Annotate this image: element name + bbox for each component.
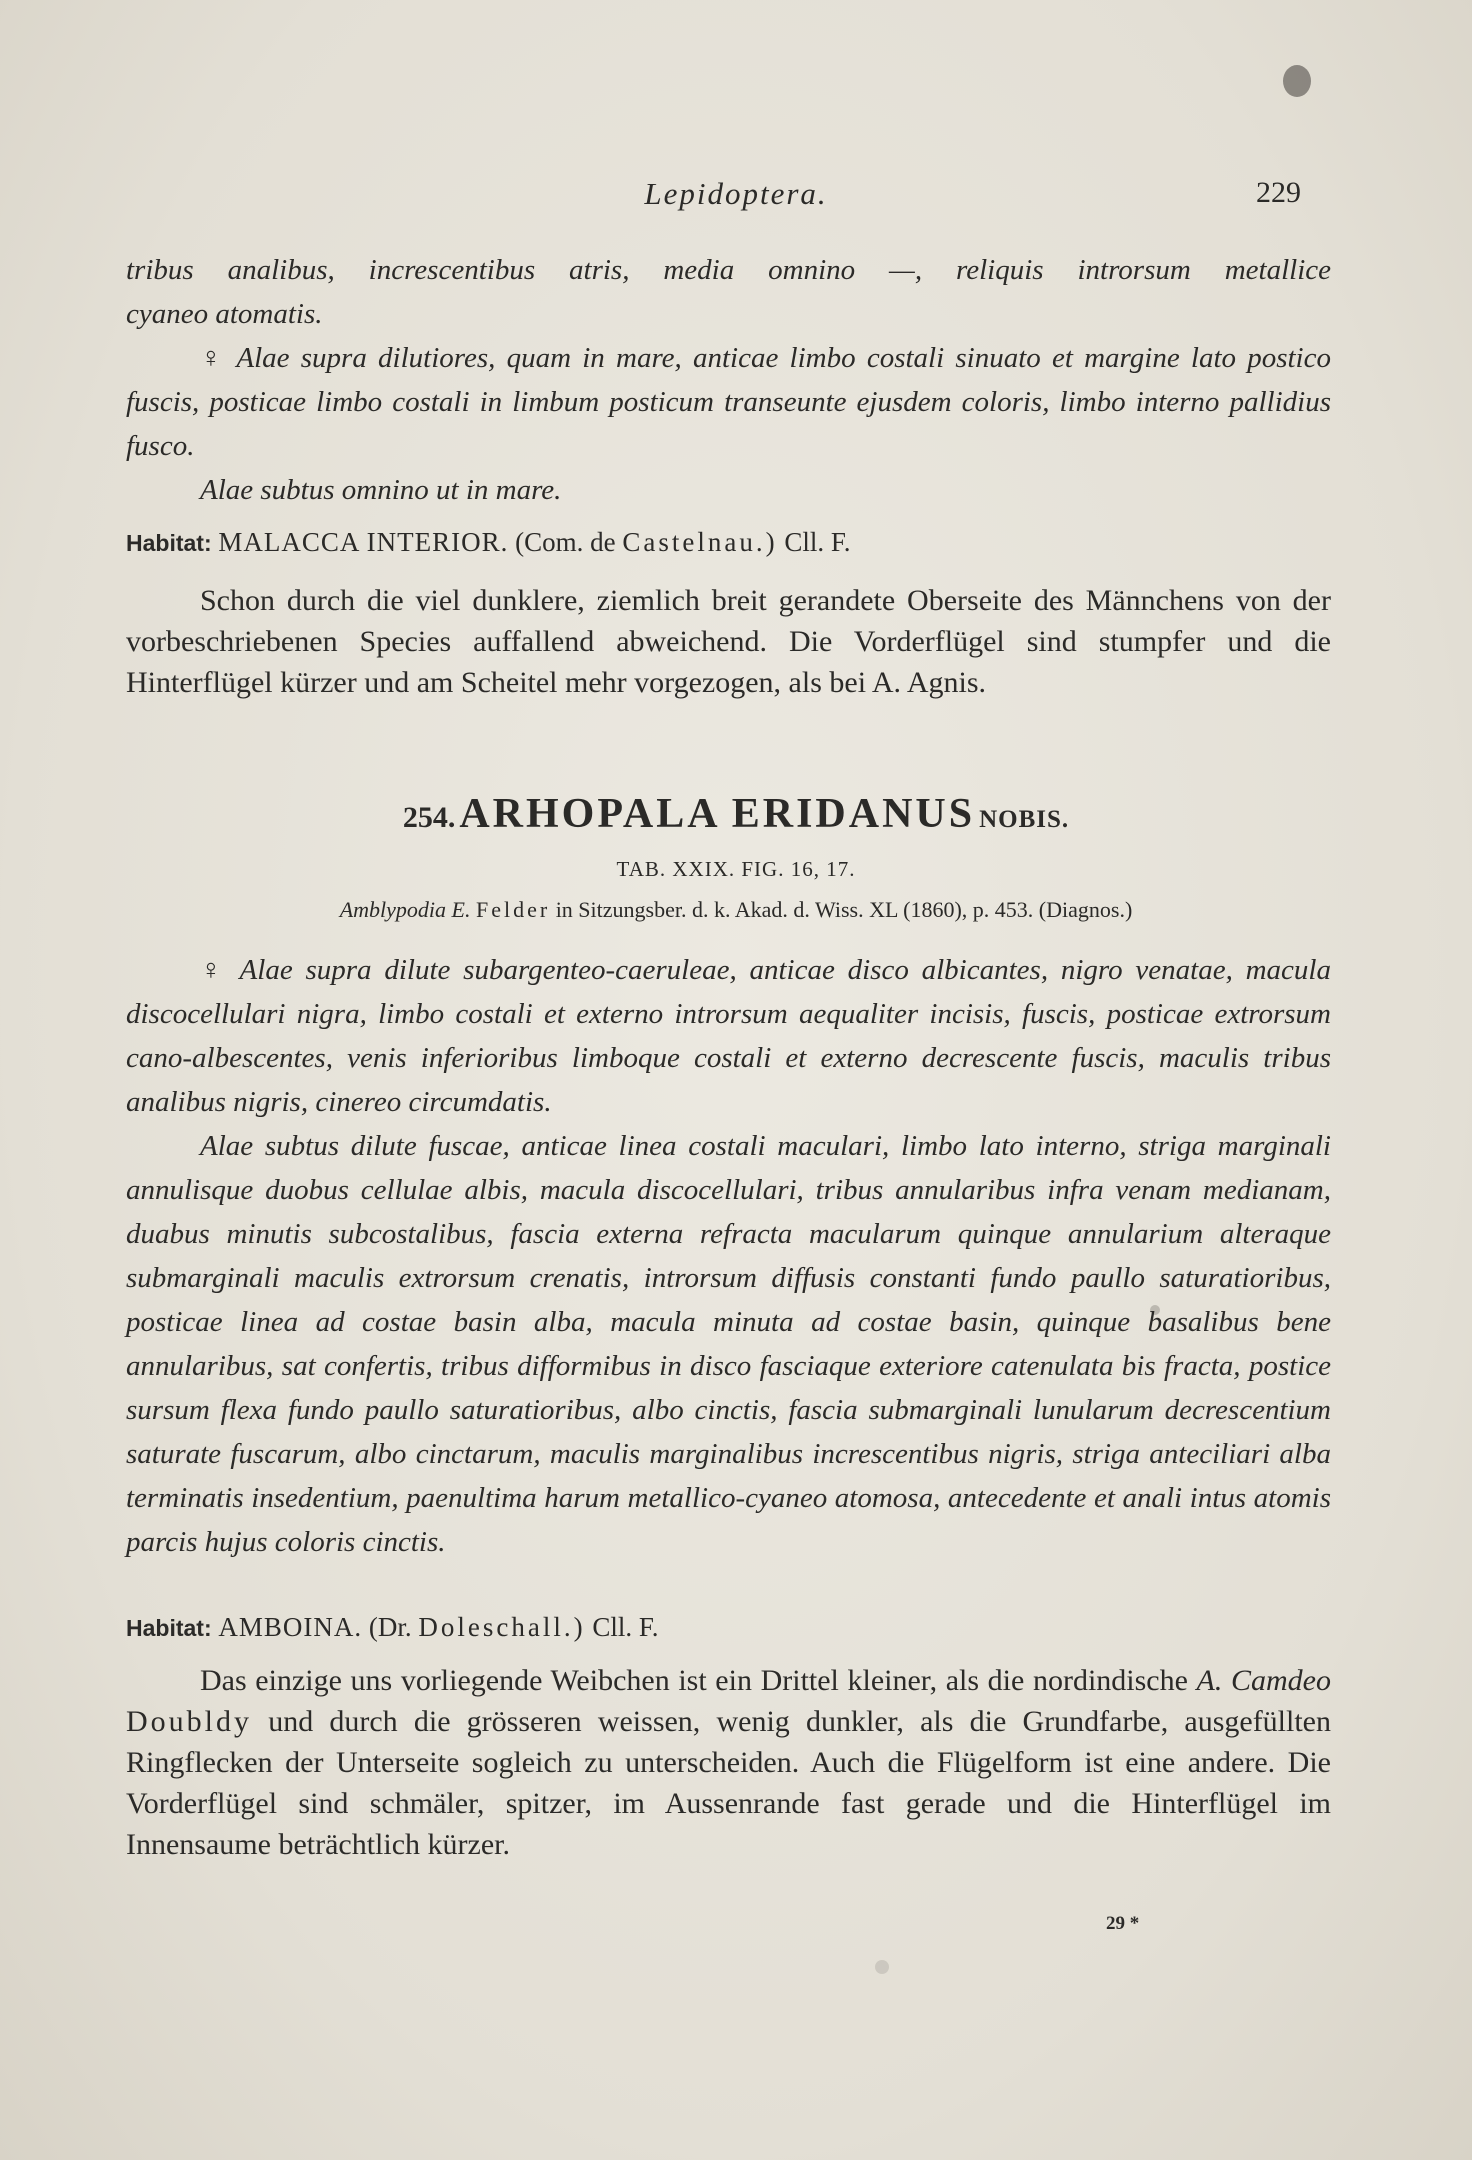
underside-description: Alae subtus dilute fuscae, anticae linea costali maculari, limbo lato interno, striga marginali annulisque duobus cellulae albis, macula discocellulari, tribus annularibus infra venam medianam, duabus minutis subcostalibus, fascia externa refracta macularum quinque annularium alteraque submarginali maculis extrorsum crenatis, introrsum diffusis constanti fundo paullo saturatioribus, posticae linea ad costae basin alba, macula minuta ad costae basin, quinque basalibus bene annularibus, sat confertis, tribus difformibus in disco fasciaque exteriore catenulata bis fracta, postice sursum flexa fundo paullo saturatioribus, albo cinctis, fascia submarginali lunularum decrescentium saturate fuscarum, albo cinctarum, maculis marginalibus increscentibus nigris, striga anteciliari alba terminatis insedentium, paenultima harum metallico-cyaneo atomosa, antecedente et anali intus atomis parcis hujus coloris cinctis.	[126, 1130, 1331, 1558]
remark-text-part: Das einzige uns vorliegende Weibchen ist ein Drittel kleiner, als die nordindische	[200, 1664, 1188, 1697]
habitat-label: Habitat:	[126, 1615, 212, 1641]
remark-paragraph	[126, 1660, 1331, 1865]
remark-paragraph	[126, 580, 1331, 703]
citation-genus: Amblypodia E.	[339, 897, 471, 922]
description-line: cyaneo atomatis.	[126, 298, 323, 330]
female-description: ♀ Alae supra dilutiores, quam in mare, anticae limbo costali sinuato et margine lato postico fuscis, posticae limbo costali in limbum posticum transeunte ejusdem coloris, limbo interno pallidius fusco.	[126, 342, 1331, 462]
page-number: 229	[1256, 176, 1301, 209]
species-reference: A. Camdeo	[1196, 1664, 1331, 1697]
paper-spot	[875, 1960, 889, 1974]
description-line: tribus analibus, increscentibus atris, media omnino —, reliquis introrsum metallice	[126, 254, 1331, 286]
plate-reference: TAB. XXIX. FIG. 16, 17.	[616, 857, 856, 881]
habitat-source-name: Doleschall.)	[418, 1612, 586, 1642]
species-name: ARHOPALA ERIDANUS	[459, 791, 976, 837]
remark-text: Schon durch die viel dunklere, ziemlich breit gerandete Oberseite des Männchens von der vorbeschriebenen Species auffallend abweichend. Die Vorderflügel sind stumpfer und die Hinterflügel kürzer und am Scheitel mehr vorgezogen, als bei A. Agnis.	[126, 584, 1331, 699]
species-number: 254.	[402, 801, 456, 834]
literature-citation	[0, 897, 1472, 923]
top-description	[126, 248, 1331, 512]
habitat-location: MALACCA INTERIOR.	[218, 527, 509, 557]
page-header	[0, 176, 1472, 216]
signature-mark: 29 *	[1106, 1913, 1140, 1934]
citation-author: Felder	[475, 897, 551, 922]
species-description	[126, 948, 1331, 1564]
habitat-location: AMBOINA.	[218, 1612, 363, 1642]
citation-text: in Sitzungsber. d. k. Akad. d. Wiss. XL (1860), p. 453. (Diagnos.)	[555, 897, 1133, 922]
upperside-description: ♀ Alae supra dilute subargenteo-caeruleae, anticae disco albicantes, nigro venatae, macula discocellulari nigra, limbo costali et externo introrsum aequaliter incisis, fuscis, posticae extrorsum cano-albescentes, venis inferioribus limboque costali et externo decrescente fuscis, maculis tribus analibus nigris, cinereo circumdatis.	[126, 954, 1331, 1118]
habitat-source-name: Castelnau.)	[622, 527, 778, 557]
habitat-collection: Cll. F.	[592, 1612, 659, 1642]
habitat-line	[126, 522, 1331, 563]
habitat-line	[126, 1607, 1331, 1648]
species-heading	[0, 790, 1472, 838]
ink-blot	[1283, 65, 1311, 97]
species-author: NOBIS.	[979, 806, 1070, 833]
habitat-collection: Cll. F.	[784, 527, 851, 557]
remark-text	[126, 1660, 1331, 1865]
remark-text-part: und durch die grösseren weissen, wenig dunkler, als die Grundfarbe, ausgefüllten Ringflecken der Unterseite sogleich zu unterscheiden. Auch die Flügelform ist eine andere. Die Vorderflügel sind schmäler, spitzer, im Aussenrande fast gerade und die Hinterflügel im Innensaume beträchtlich kürzer.	[126, 1705, 1332, 1861]
habitat-source: (Com. de	[515, 527, 616, 557]
running-head: Lepidoptera.	[644, 176, 828, 211]
underside-description: Alae subtus omnino ut in mare.	[200, 474, 562, 506]
habitat-label: Habitat:	[126, 530, 212, 556]
habitat-source: (Dr.	[368, 1612, 412, 1642]
species-reference-author: Doubldy	[126, 1705, 252, 1738]
